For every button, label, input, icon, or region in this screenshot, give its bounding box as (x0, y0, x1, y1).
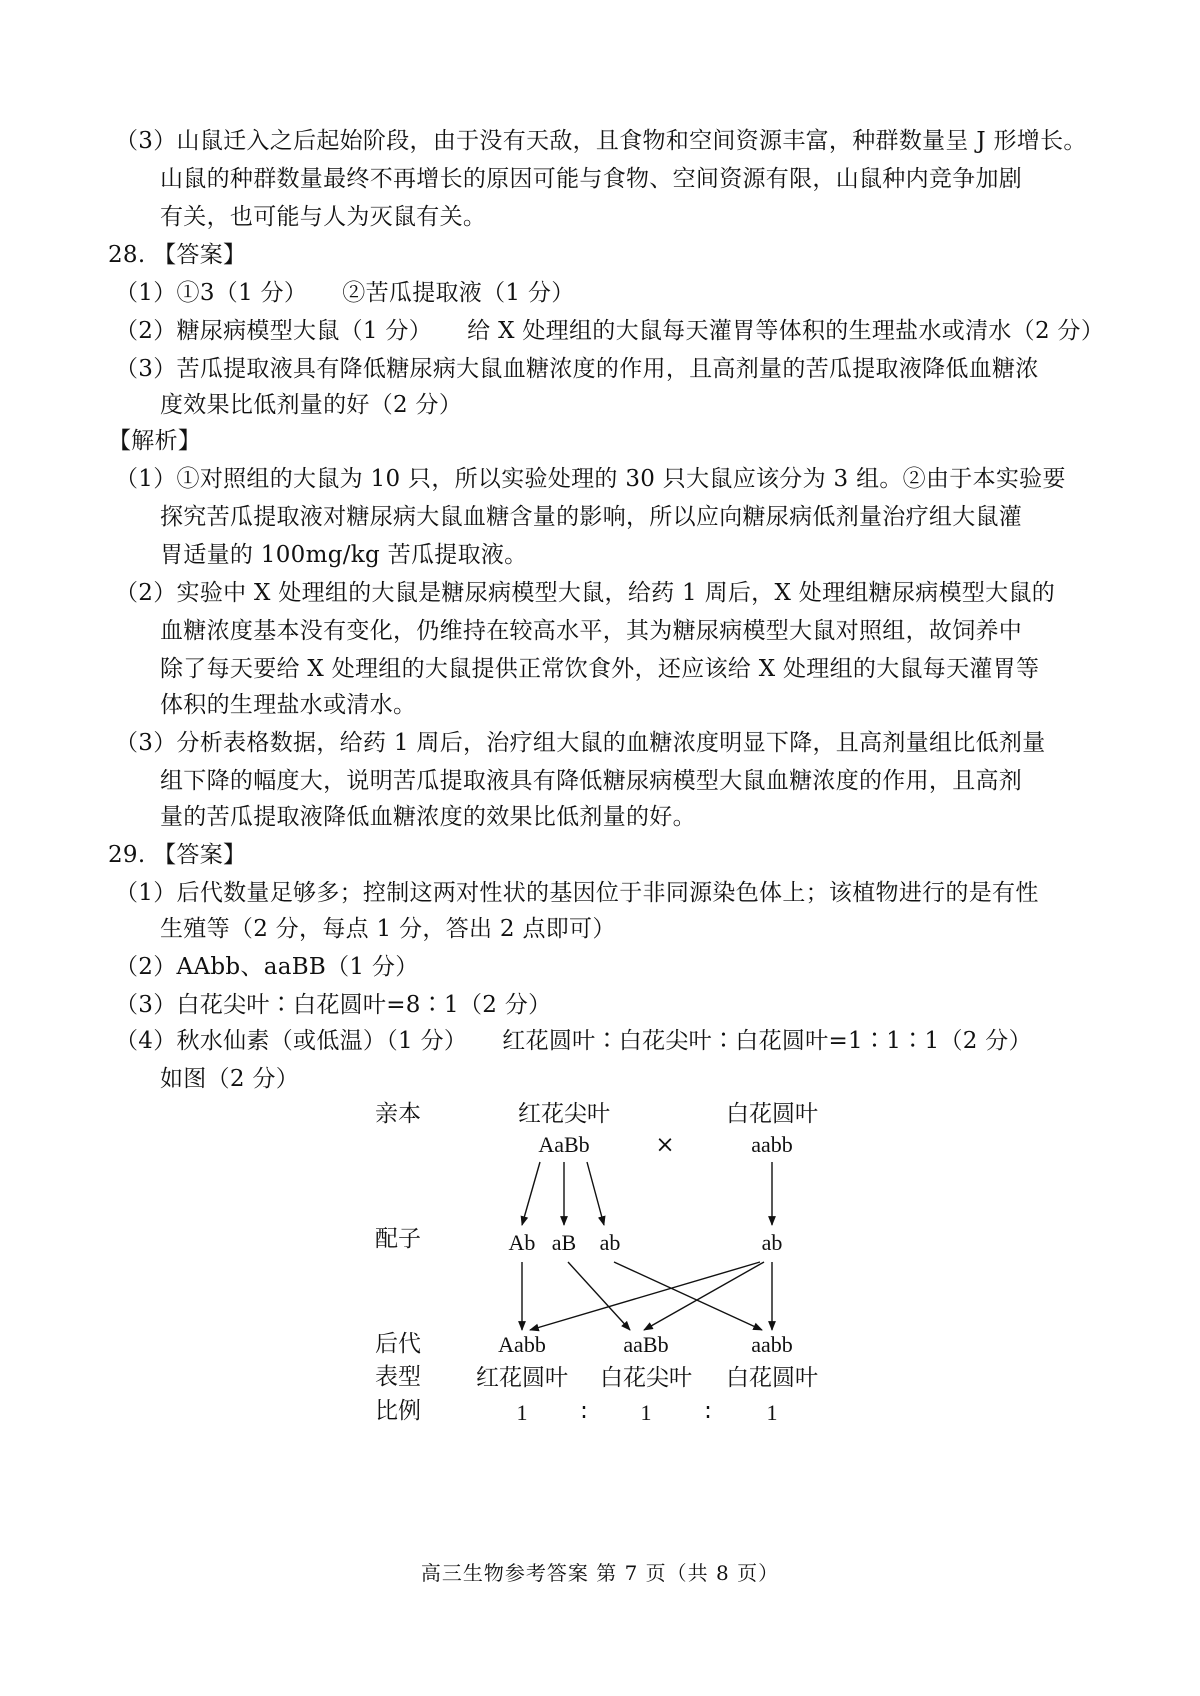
label-ratio: 比例 (375, 1398, 421, 1424)
text-line: 如图（2 分） (160, 1066, 300, 1092)
parent2-genotype: aabb (751, 1132, 793, 1157)
text-line: （1）①对照组的大鼠为 10 只，所以实验处理的 30 只大鼠应该分为 3 组。②由于本实验要 (115, 466, 1066, 492)
text-line: 有关，也可能与人为灭鼠有关。 (160, 204, 487, 230)
parent1-genotype: AaBb (538, 1132, 590, 1157)
text-line: 组下降的幅度大，说明苦瓜提取液具有降低糖尿病模型大鼠血糖浓度的作用，且高剂 (160, 768, 1023, 794)
text-line: 生殖等（2 分，每点 1 分，答出 2 点即可） (160, 916, 616, 942)
text-line: 探究苦瓜提取液对糖尿病大鼠血糖含量的影响，所以应向糖尿病低剂量治疗组大鼠灌 (160, 504, 1023, 530)
arrow-ab2-aaBb (644, 1262, 764, 1330)
offspring-ratio-1: 1 (516, 1400, 528, 1425)
text-line: （4）秋水仙素（或低温）（1 分） 红花圆叶∶白花尖叶∶白花圆叶=1∶1∶1（2 分） (115, 1028, 1032, 1054)
label-offspring: 后代 (375, 1331, 421, 1357)
label-gametes: 配子 (375, 1226, 421, 1252)
gamete-Ab: Ab (508, 1230, 536, 1255)
text-line: 体积的生理盐水或清水。 (160, 692, 417, 718)
text-line: 血糖浓度基本没有变化，仍维持在较高水平，其为糖尿病模型大鼠对照组，故饲养中 (160, 618, 1023, 644)
text-line: 除了每天要给 X 处理组的大鼠提供正常饮食外，还应该给 X 处理组的大鼠每天灌胃等 (160, 656, 1040, 682)
text-line: （2）AAbb、aaBB（1 分） (115, 954, 419, 980)
text-line: 胃适量的 100mg/kg 苦瓜提取液。 (160, 542, 528, 568)
arrow-aB-aaBb (568, 1262, 630, 1330)
offspring-phenotype-3: 白花圆叶 (726, 1365, 818, 1391)
arrow-parent1-gamete1 (522, 1162, 540, 1225)
offspring-genotype-1: Aabb (498, 1332, 546, 1357)
parent1-phenotype: 红花尖叶 (518, 1101, 610, 1127)
analysis-heading: 【解析】 (108, 428, 202, 454)
label-phenotype: 表型 (375, 1364, 421, 1390)
offspring-genotype-2: aaBb (623, 1332, 669, 1357)
ratio-separator: ∶ (581, 1400, 587, 1426)
text-line: （1）后代数量足够多；控制这两对性状的基因位于非同源染色体上；该植物进行的是有性 (115, 880, 1039, 906)
offspring-phenotype-1: 红花圆叶 (476, 1365, 568, 1391)
arrow-parent1-gamete3 (587, 1162, 604, 1225)
label-parents: 亲本 (375, 1101, 421, 1127)
offspring-phenotype-2: 白花尖叶 (600, 1365, 692, 1391)
text-line: （1）①3（1 分） ②苦瓜提取液（1 分） (115, 280, 575, 306)
text-line: （3）苦瓜提取液具有降低糖尿病大鼠血糖浓度的作用，且高剂量的苦瓜提取液降低血糖浓 (115, 356, 1039, 382)
text-line: 量的苦瓜提取液降低血糖浓度的效果比低剂量的好。 (160, 804, 696, 830)
parent2-phenotype: 白花圆叶 (726, 1101, 818, 1127)
ratio-separator: ∶ (705, 1400, 711, 1426)
gamete-aB: aB (551, 1230, 577, 1255)
cross-sign: × (655, 1132, 675, 1158)
text-line: （3）山鼠迁入之后起始阶段，由于没有天敌，且食物和空间资源丰富，种群数量呈 J 形增长。 (115, 128, 1087, 154)
text-line: 度效果比低剂量的好（2 分） (160, 392, 463, 418)
arrow-ab2-Aabb (530, 1262, 760, 1330)
text-line: （2）糖尿病模型大鼠（1 分） 给 X 处理组的大鼠每天灌胃等体积的生理盐水或清水（2 分） (115, 318, 1105, 344)
text-line: （3）白花尖叶∶白花圆叶=8∶1（2 分） (115, 992, 552, 1018)
text-line: （3）分析表格数据，给药 1 周后，治疗组大鼠的血糖浓度明显下降，且高剂量组比低剂量 (115, 730, 1046, 756)
page-footer: 高三生物参考答案 第 7 页（共 8 页） (420, 1561, 780, 1585)
arrow-ab-aabb (614, 1262, 762, 1330)
offspring-ratio-2: 1 (640, 1400, 652, 1425)
text-line: （2）实验中 X 处理组的大鼠是糖尿病模型大鼠，给药 1 周后，X 处理组糖尿病模型大鼠的 (115, 580, 1056, 606)
offspring-genotype-3: aabb (751, 1332, 793, 1357)
question-heading: 28. 【答案】 (108, 242, 247, 268)
offspring-ratio-3: 1 (766, 1400, 778, 1425)
gamete-ab: ab (599, 1230, 621, 1255)
text-line: 山鼠的种群数量最终不再增长的原因可能与食物、空间资源有限，山鼠种内竞争加剧 (160, 166, 1023, 192)
gamete2-ab: ab (761, 1230, 783, 1255)
question-heading: 29. 【答案】 (108, 842, 247, 868)
